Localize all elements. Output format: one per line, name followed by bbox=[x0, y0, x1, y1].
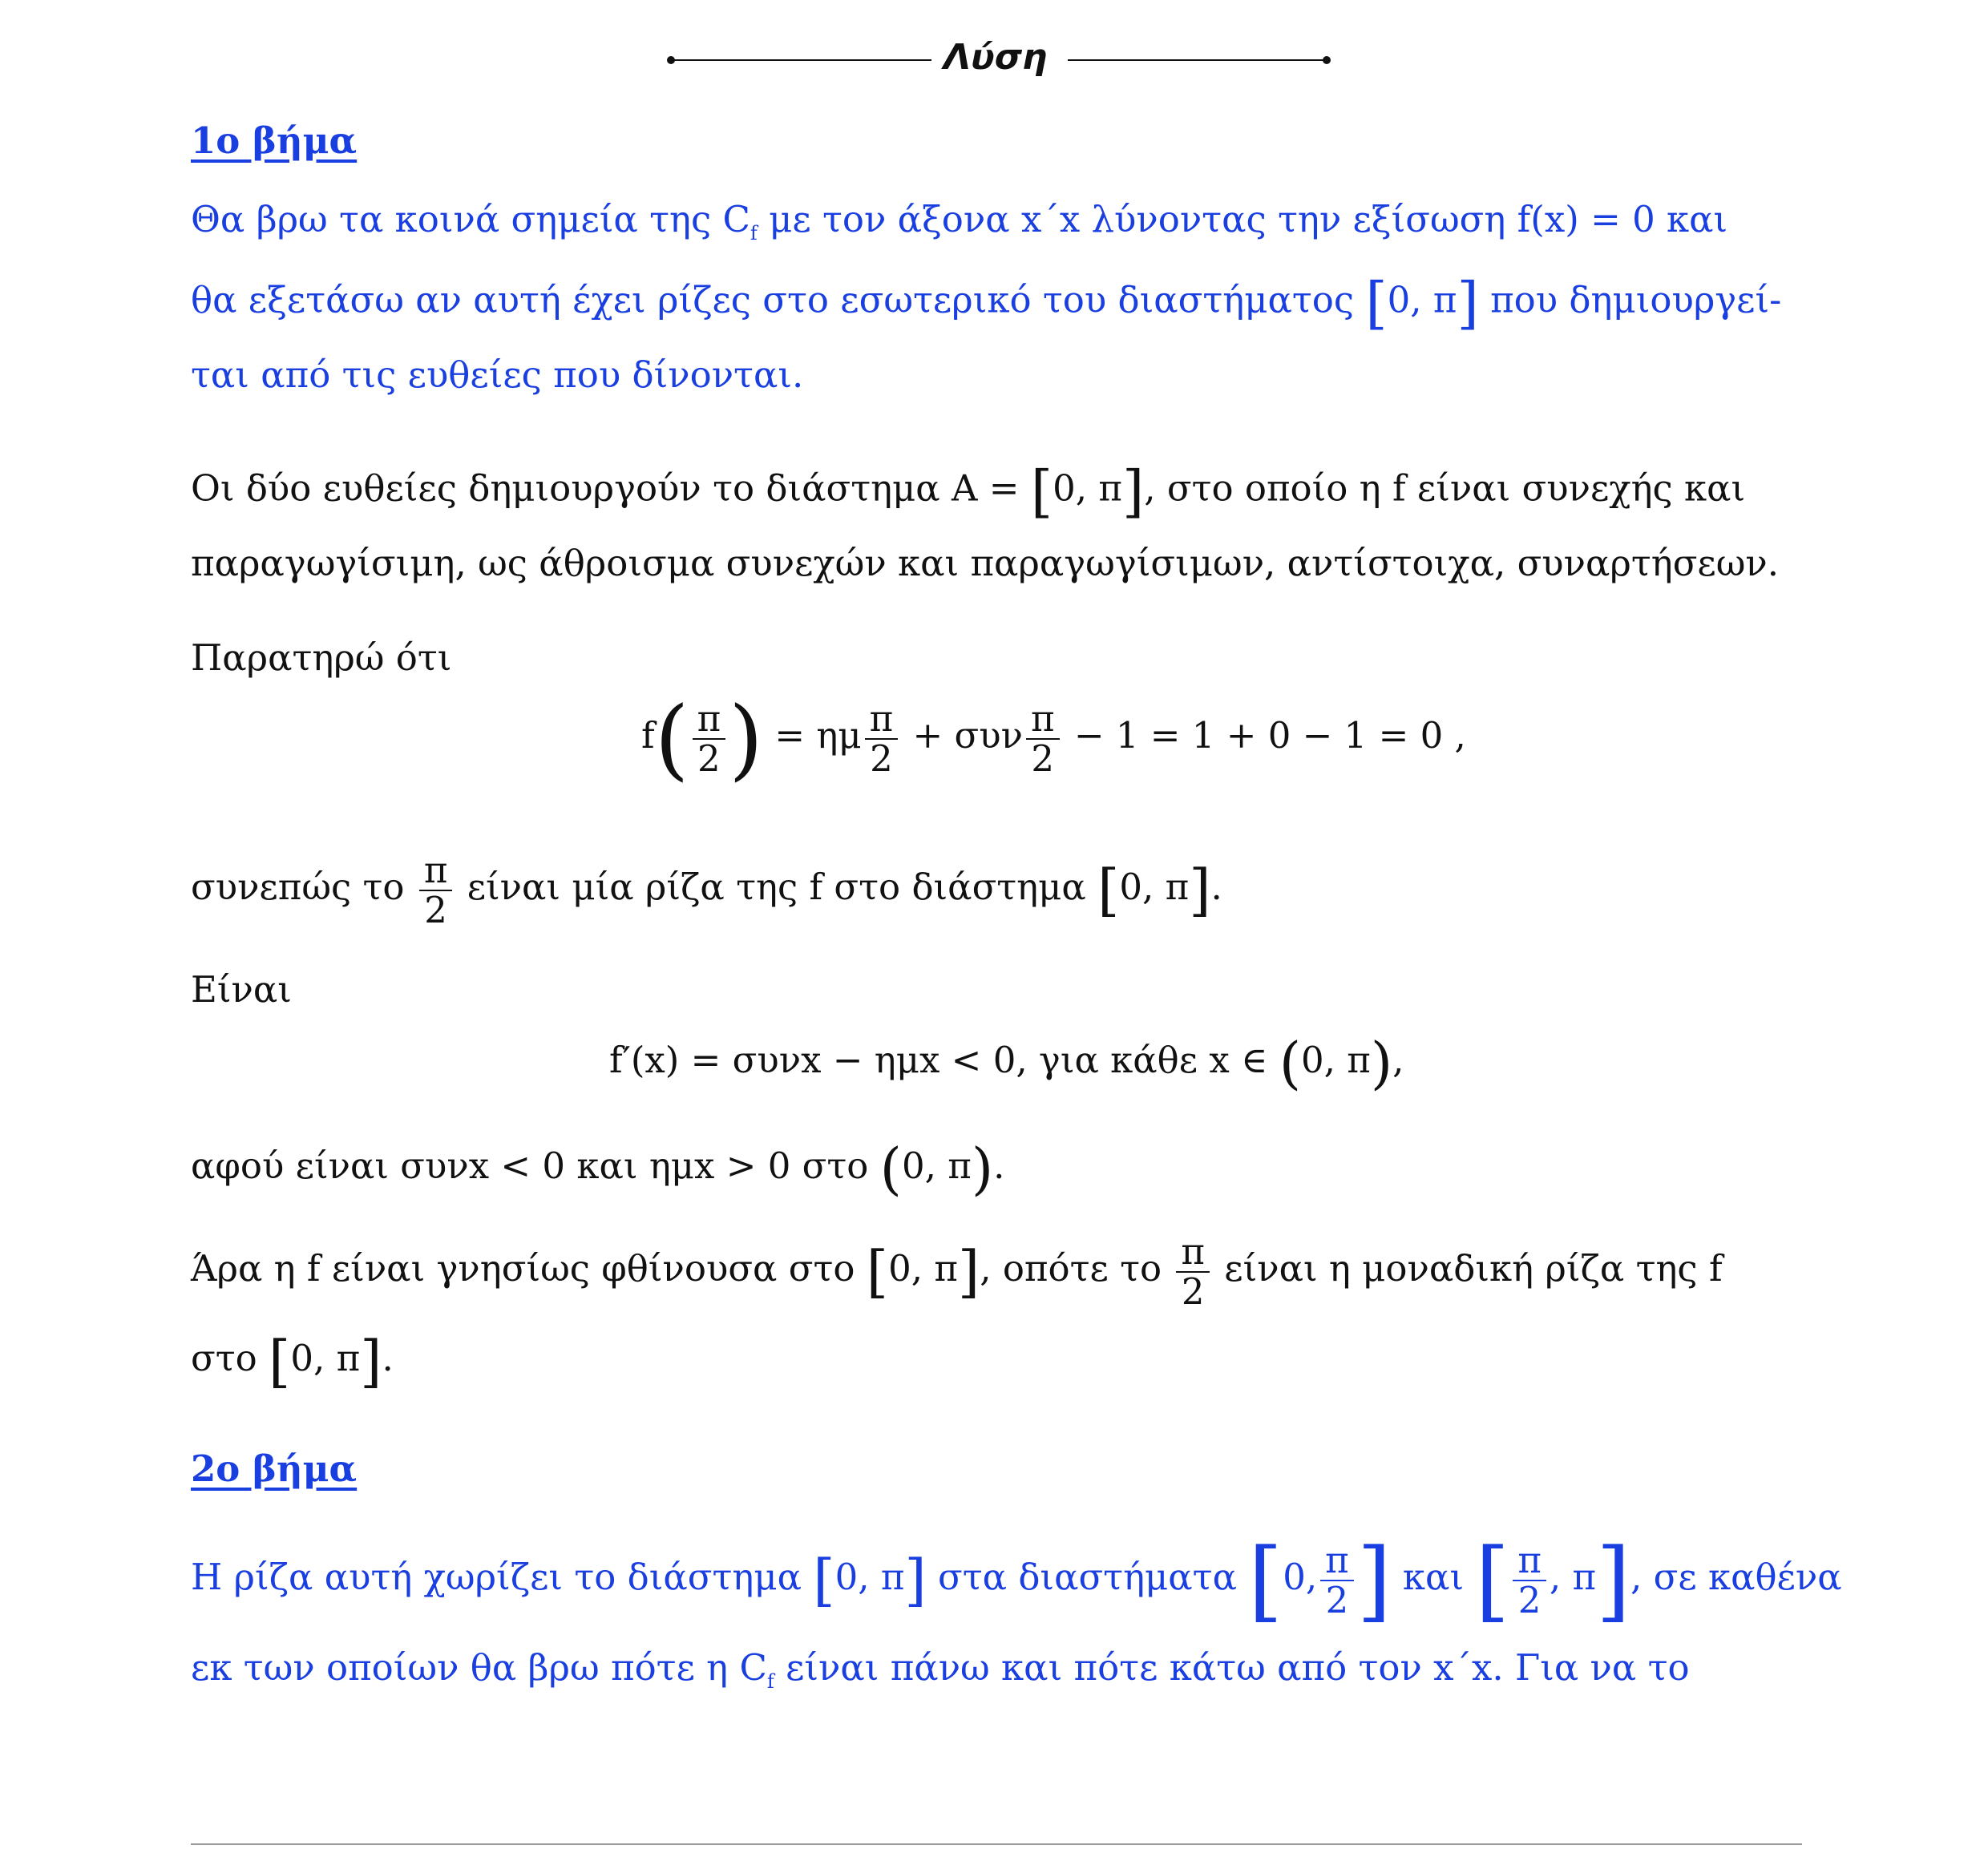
bracket-left: [ bbox=[1475, 1528, 1510, 1632]
interval: 0, π bbox=[290, 1337, 361, 1379]
para1-text: Οι δύο ευθείες δημιουργούν το διάστημα A = bbox=[191, 466, 1031, 510]
paren-left: ( bbox=[879, 1136, 902, 1202]
eq-text: f bbox=[641, 714, 655, 757]
interval: 0, π bbox=[1053, 466, 1122, 510]
bracket-left: [ bbox=[1248, 1528, 1283, 1632]
fraction-numerator: π bbox=[865, 700, 899, 739]
eq-text: − 1 = 1 + 0 − 1 = 0 , bbox=[1062, 714, 1466, 757]
bracket-left: [ bbox=[813, 1547, 835, 1613]
bracket-right: ] bbox=[957, 1238, 980, 1305]
step1-heading: 1ο βήμα bbox=[191, 119, 358, 162]
bracket-left: [ bbox=[866, 1238, 889, 1305]
fraction-numerator: π bbox=[1176, 1233, 1210, 1272]
eq-text: f′(x) = συνx − ημx < 0, για κάθε x ∈ bbox=[609, 1039, 1279, 1081]
fraction-denominator: 2 bbox=[424, 888, 447, 931]
step2-text: εκ των οποίων θα βρω πότε η C bbox=[191, 1646, 767, 1689]
title-rule-right bbox=[1068, 59, 1327, 61]
footer-rule bbox=[191, 1843, 1802, 1845]
step2-text: στα διαστήματα bbox=[926, 1556, 1249, 1598]
interval: 0, π bbox=[1387, 278, 1457, 321]
bracket-left: [ bbox=[1365, 270, 1388, 336]
step1-line-2 bbox=[191, 270, 1782, 336]
interval-end: , π bbox=[1549, 1556, 1597, 1598]
para1-line-1 bbox=[191, 458, 1746, 524]
fraction-denominator: 2 bbox=[1325, 1578, 1349, 1621]
para2-text: . bbox=[1210, 866, 1222, 908]
step2-heading: 2ο βήμα bbox=[191, 1447, 358, 1490]
bracket-right: ] bbox=[1121, 458, 1145, 524]
fraction-denominator: 2 bbox=[870, 737, 893, 780]
title-rule-left bbox=[672, 59, 931, 61]
bracket-right: ] bbox=[1457, 270, 1479, 336]
bracket-right: ] bbox=[904, 1547, 927, 1613]
bracket-right: ] bbox=[1596, 1528, 1630, 1632]
fraction-pi-over-2 bbox=[1026, 697, 1060, 780]
para4-text: . bbox=[382, 1337, 394, 1379]
para4-line-1 bbox=[191, 1225, 1723, 1313]
paren-right: ) bbox=[729, 687, 764, 790]
fraction-pi-over-2 bbox=[1320, 1541, 1354, 1619]
fraction-pi-over-2 bbox=[693, 697, 726, 780]
fraction-pi-over-2 bbox=[1176, 1230, 1210, 1313]
interval: 0, π bbox=[1119, 866, 1190, 908]
para4-text: , οπότε το bbox=[980, 1247, 1174, 1290]
step2-line-1 bbox=[191, 1525, 1842, 1632]
step1-line-3: ται από τις ευθείες που δίνονται. bbox=[191, 353, 804, 396]
para2-intro: Παρατηρώ ότι bbox=[191, 636, 452, 679]
step2-text: και bbox=[1391, 1556, 1476, 1598]
fraction-pi-over-2 bbox=[419, 851, 453, 929]
solution-title: Λύση bbox=[943, 37, 1048, 78]
eq-text: , bbox=[1392, 1039, 1404, 1081]
fraction-denominator: 2 bbox=[1517, 1578, 1542, 1621]
step1-text: Θα βρω τα κοινά σημεία της C bbox=[191, 198, 750, 240]
fraction-denominator: 2 bbox=[697, 737, 721, 780]
para4-text: είναι η μοναδική ρίζα της f bbox=[1212, 1247, 1723, 1290]
bracket-right: ] bbox=[1356, 1528, 1392, 1632]
title-rule-right-dot bbox=[1323, 56, 1331, 64]
interval: 0, π bbox=[834, 1556, 905, 1598]
fraction-numerator: π bbox=[693, 700, 726, 739]
step1-subscript: f bbox=[750, 222, 758, 244]
para1-line-2: παραγωγίσιμη, ως άθροισμα συνεχών και παραγωγίσιμων, αντίστοιχα, συναρτήσεων. bbox=[191, 542, 1780, 584]
fraction-numerator: π bbox=[1026, 700, 1060, 739]
para4-text: στο bbox=[191, 1337, 269, 1379]
step2-subscript: f bbox=[766, 1670, 774, 1693]
step2-line-2 bbox=[191, 1645, 1690, 1704]
equation-derivative bbox=[609, 1028, 1404, 1096]
paren-right: ) bbox=[1370, 1030, 1393, 1096]
fraction-denominator: 2 bbox=[1181, 1270, 1205, 1313]
interval: 0, π bbox=[1301, 1039, 1371, 1081]
paren-left: ( bbox=[1279, 1030, 1301, 1096]
bracket-left: [ bbox=[1097, 857, 1120, 923]
eq-text: + συν bbox=[901, 714, 1023, 757]
paren-right: ) bbox=[971, 1136, 994, 1202]
step2-text: Η ρίζα αυτή χωρίζει το διάστημα bbox=[191, 1556, 814, 1598]
bracket-right: ] bbox=[360, 1328, 382, 1395]
para4-line-2 bbox=[191, 1326, 394, 1395]
fraction-numerator: π bbox=[419, 851, 453, 890]
eq-text: = ημ bbox=[763, 714, 862, 757]
interval-start: 0, bbox=[1283, 1556, 1318, 1598]
para2-text: είναι μία ρίζα της f στο διάστημα bbox=[455, 866, 1098, 908]
bracket-right: ] bbox=[1189, 857, 1211, 923]
bracket-left: [ bbox=[1030, 458, 1053, 524]
fraction-numerator: π bbox=[1513, 1541, 1546, 1581]
para4-text: Άρα η f είναι γνησίως φθίνουσα στο bbox=[191, 1247, 867, 1290]
step1-text: με τον άξονα x΄x λύνοντας την εξίσωση f(x) = 0 και bbox=[757, 198, 1728, 240]
step1-line-1 bbox=[191, 197, 1727, 256]
para1-text: , στο οποίο η f είναι συνεχής και bbox=[1144, 466, 1746, 510]
fraction-pi-over-2 bbox=[1513, 1541, 1546, 1619]
para3-text: αφού είναι συνx < 0 και ημx > 0 στο bbox=[191, 1145, 880, 1187]
bracket-left: [ bbox=[269, 1328, 291, 1395]
step2-text: , σε καθένα bbox=[1630, 1556, 1842, 1598]
para3-after bbox=[191, 1134, 1005, 1202]
paren-left: ( bbox=[654, 687, 689, 790]
fraction-denominator: 2 bbox=[1031, 737, 1055, 780]
step1-text: θα εξετάσω αν αυτή έχει ρίζες στο εσωτερικό του διαστήματος bbox=[191, 278, 1366, 321]
fraction-pi-over-2 bbox=[865, 697, 899, 780]
step1-text: που δημιουργεί- bbox=[1478, 278, 1782, 321]
para3-intro: Είναι bbox=[191, 968, 292, 1011]
step2-text: είναι πάνω και πότε κάτω από τον x΄x. Για να το bbox=[774, 1646, 1690, 1689]
para3-text: . bbox=[993, 1145, 1005, 1187]
para2-text: συνεπώς το bbox=[191, 866, 416, 908]
fraction-numerator: π bbox=[1320, 1541, 1354, 1581]
equation-f-pi-half bbox=[641, 680, 1466, 792]
interval: 0, π bbox=[901, 1145, 972, 1187]
section-title bbox=[667, 35, 1332, 83]
para2-after bbox=[191, 843, 1222, 931]
interval: 0, π bbox=[888, 1247, 958, 1290]
